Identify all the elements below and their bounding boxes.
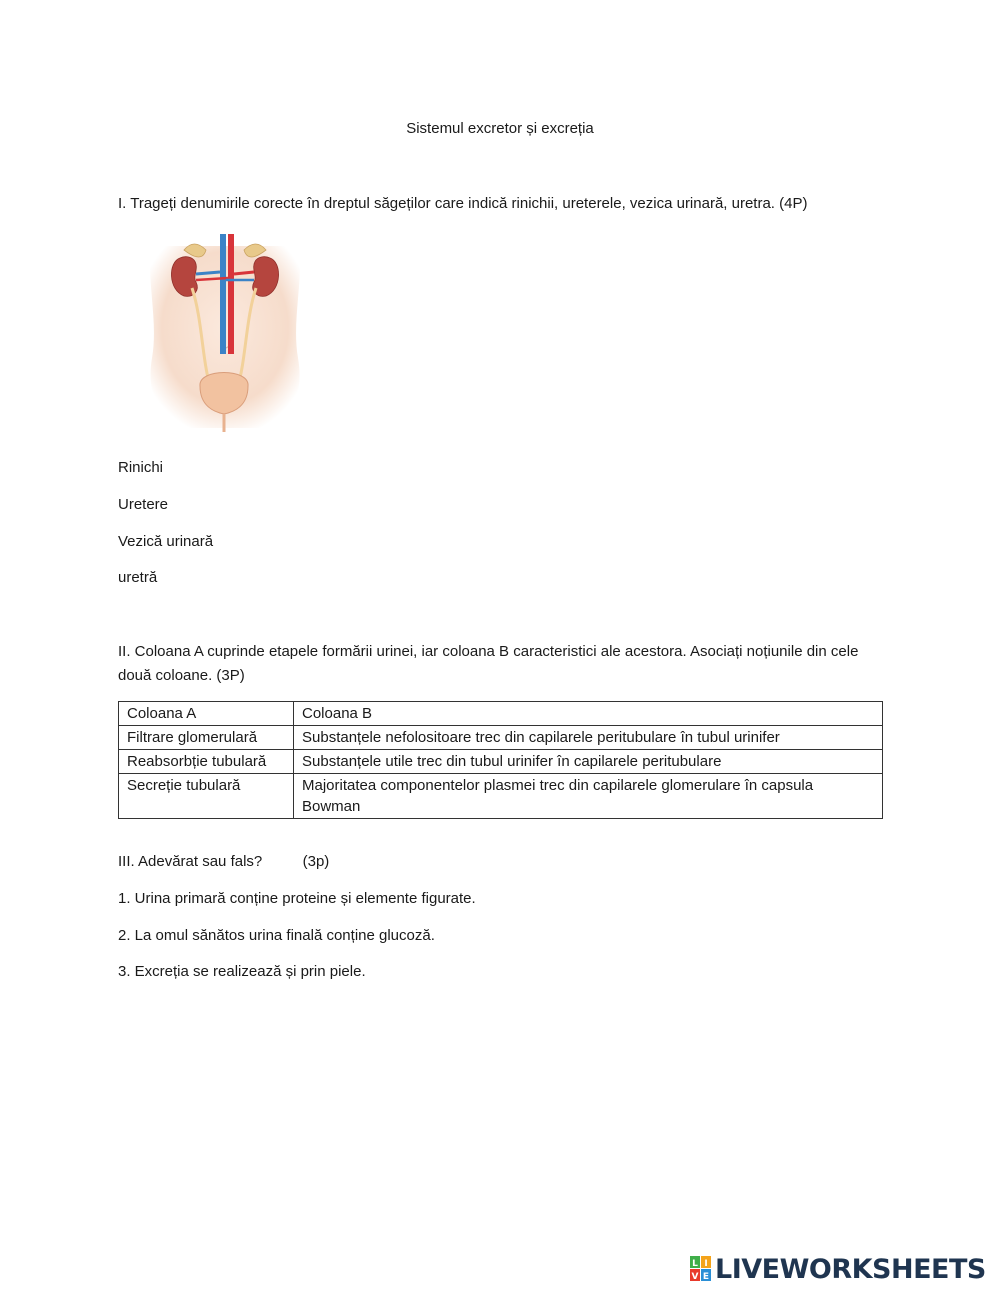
- table-cell-b: Substanțele nefolositoare trec din capilarele peritubulare în tubul urinifer: [294, 726, 883, 750]
- table-header-a: Coloana A: [119, 702, 294, 726]
- table-header-b: Coloana B: [294, 702, 883, 726]
- label-kidneys[interactable]: Rinichi: [118, 459, 164, 476]
- statement-3[interactable]: 3. Excreția se realizează și prin piele.: [118, 963, 366, 980]
- right-renal-vessels: [234, 272, 254, 274]
- table-cell-b: Substanțele utile trec din tubul urinifer în capilarele peritubulare: [294, 750, 883, 774]
- matching-table: [118, 701, 883, 819]
- liveworksheets-logo: [690, 1252, 986, 1286]
- table-header-row: [119, 702, 883, 726]
- left-renal-vessels: [196, 272, 220, 274]
- label-ureters[interactable]: Uretere: [118, 496, 169, 513]
- table-row: [119, 726, 883, 750]
- statement-1[interactable]: 1. Urina primară conține proteine și elemente figurate.: [118, 890, 476, 907]
- table-row: [119, 774, 883, 819]
- section1-instruction: I. Trageți denumirile corecte în dreptul săgeților care indică rinichii, ureterele, vezica urinară, uretra. (4P): [118, 195, 808, 212]
- page-title: Sistemul excretor și excreția: [406, 120, 594, 137]
- urinary-system-illustration: [118, 228, 332, 442]
- vena-cava: [220, 234, 226, 354]
- table-cell-a: Reabsorbție tubulară: [119, 750, 294, 774]
- table-row: [119, 750, 883, 774]
- table-cell-a: Secreție tubulară: [119, 774, 294, 819]
- table-cell-b: Majoritatea componentelor plasmei trec din capilarele glomerulare în capsula Bowman: [294, 774, 883, 819]
- statement-2[interactable]: 2. La omul sănătos urina finală conține glucoză.: [118, 927, 435, 944]
- svg-text:L: L: [692, 1259, 698, 1269]
- liveworksheets-logo-icon: [690, 1256, 712, 1282]
- section3-heading: III. Adevărat sau fals?: [118, 853, 263, 870]
- section2-instruction: II. Coloana A cuprinde etapele formării urinei, iar coloana B caracteristici ale acestora. Asociați noțiunile din cele două coloane. (3P): [118, 643, 859, 684]
- svg-text:I: I: [704, 1259, 708, 1269]
- section3-points: (3p): [302, 853, 330, 870]
- label-urethra[interactable]: uretră: [118, 569, 158, 586]
- svg-text:E: E: [702, 1272, 710, 1282]
- section3-heading-row: [118, 853, 329, 870]
- label-bladder[interactable]: Vezică urinară: [118, 533, 214, 550]
- svg-text:V: V: [691, 1272, 699, 1282]
- liveworksheets-logo-text: LIVEWORKSHEETS: [715, 1253, 986, 1285]
- aorta: [228, 234, 234, 354]
- table-cell-a: Filtrare glomerulară: [119, 726, 294, 750]
